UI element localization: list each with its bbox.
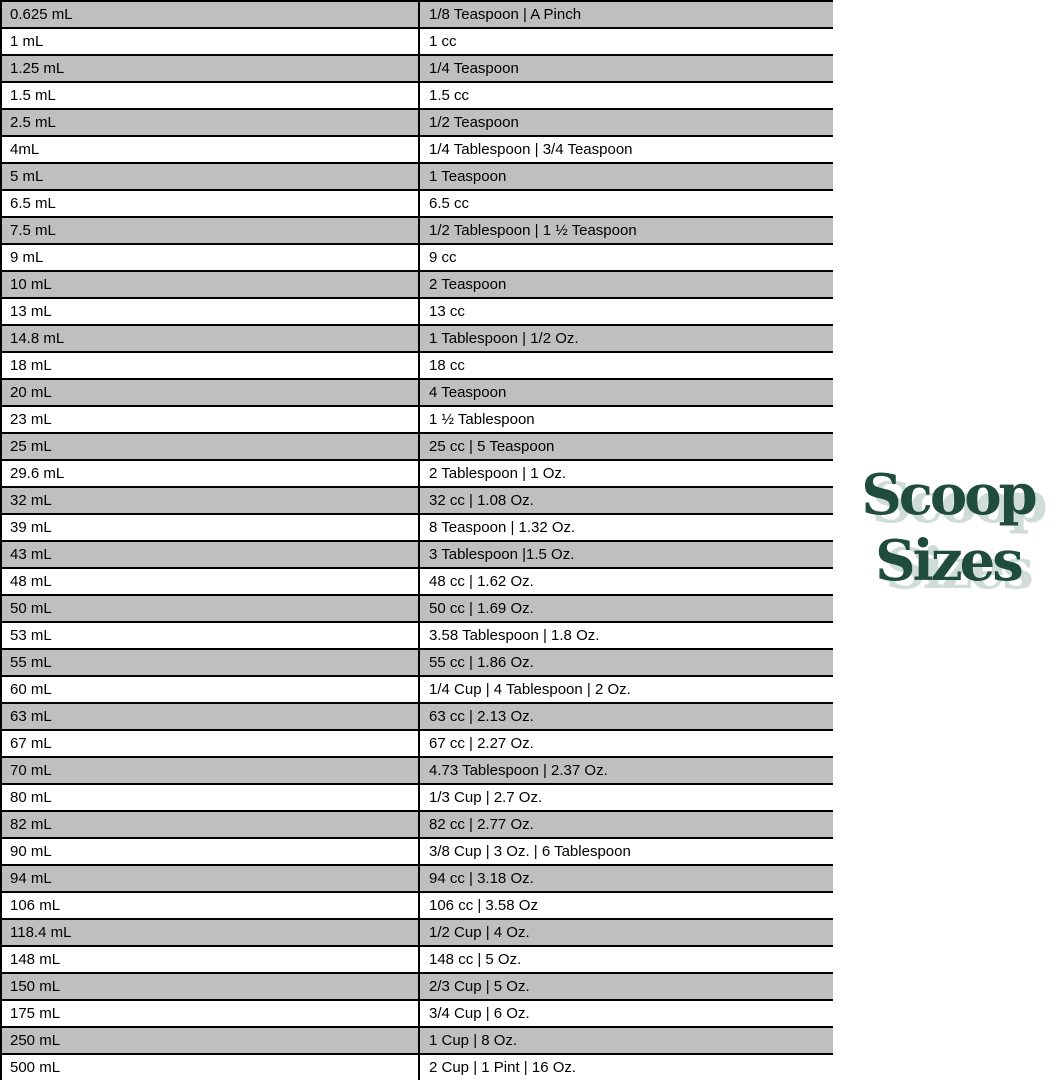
table-row (2, 758, 833, 785)
table-row (2, 515, 833, 542)
conversion-cell: 1/4 Teaspoon (418, 56, 833, 81)
ml-cell: 25 mL (10, 438, 52, 455)
ml-cell: 148 mL (10, 951, 61, 968)
table-row (2, 839, 833, 866)
conversion-cell: 2/3 Cup | 5 Oz. (418, 974, 833, 999)
conversion-cell: 6.5 cc (418, 191, 833, 216)
conversion-cell: 63 cc | 2.13 Oz. (418, 704, 833, 729)
conversion-cell: 67 cc | 2.27 Oz. (418, 731, 833, 756)
ml-cell: 250 mL (10, 1032, 61, 1049)
conversion-cell: 4 Teaspoon (418, 380, 833, 405)
table-row (2, 596, 833, 623)
scoop-sizes-logo (833, 462, 1063, 594)
ml-cell: 50 mL (10, 600, 52, 617)
table-row (2, 812, 833, 839)
ml-cell: 2.5 mL (10, 114, 56, 131)
ml-cell: 23 mL (10, 411, 52, 428)
ml-cell: 90 mL (10, 843, 52, 860)
table-row (2, 947, 833, 974)
conversion-cell: 9 cc (418, 245, 833, 270)
conversion-cell: 2 Teaspoon (418, 272, 833, 297)
ml-cell: 150 mL (10, 978, 61, 995)
table-row (2, 1001, 833, 1028)
table-row (2, 542, 833, 569)
table-row (2, 1055, 833, 1080)
table-row (2, 731, 833, 758)
table-row (2, 1028, 833, 1055)
ml-cell: 118.4 mL (10, 924, 72, 941)
conversion-cell: 148 cc | 5 Oz. (418, 947, 833, 972)
conversion-cell: 1 Cup | 8 Oz. (418, 1028, 833, 1053)
table-row (2, 29, 833, 56)
ml-cell: 4mL (10, 141, 40, 158)
ml-cell: 80 mL (10, 789, 52, 806)
table-row (2, 920, 833, 947)
conversion-cell: 4.73 Tablespoon | 2.37 Oz. (418, 758, 833, 783)
table-row (2, 866, 833, 893)
ml-cell: 48 mL (10, 573, 52, 590)
table-row (2, 488, 833, 515)
ml-cell: 60 mL (10, 681, 52, 698)
conversion-cell: 48 cc | 1.62 Oz. (418, 569, 833, 594)
conversion-cell: 3/4 Cup | 6 Oz. (418, 1001, 833, 1026)
conversion-cell: 3/8 Cup | 3 Oz. | 6 Tablespoon (418, 839, 833, 864)
table-row (2, 569, 833, 596)
conversion-cell: 13 cc (418, 299, 833, 324)
conversion-cell: 18 cc (418, 353, 833, 378)
ml-cell: 20 mL (10, 384, 52, 401)
ml-cell: 32 mL (10, 492, 52, 509)
ml-cell: 43 mL (10, 546, 52, 563)
ml-cell: 1.25 mL (10, 60, 65, 77)
table-row (2, 83, 833, 110)
ml-cell: 94 mL (10, 870, 52, 887)
conversion-cell: 1 cc (418, 29, 833, 54)
conversion-cell: 50 cc | 1.69 Oz. (418, 596, 833, 621)
ml-cell: 6.5 mL (10, 195, 56, 212)
table-row (2, 326, 833, 353)
conversion-cell: 1/2 Cup | 4 Oz. (418, 920, 833, 945)
table-row (2, 56, 833, 83)
ml-cell: 7.5 mL (10, 222, 56, 239)
conversion-cell: 1 Teaspoon (418, 164, 833, 189)
conversion-cell: 1/2 Tablespoon | 1 ½ Teaspoon (418, 218, 833, 243)
table-row (2, 434, 833, 461)
ml-cell: 82 mL (10, 816, 52, 833)
ml-cell: 0.625 mL (10, 6, 73, 23)
conversion-cell: 3.58 Tablespoon | 1.8 Oz. (418, 623, 833, 648)
table-row (2, 677, 833, 704)
ml-cell: 9 mL (10, 249, 44, 266)
ml-cell: 39 mL (10, 519, 52, 536)
conversion-cell: 94 cc | 3.18 Oz. (418, 866, 833, 891)
logo-line-1: Scoop (861, 462, 1035, 528)
conversion-cell: 1/4 Cup | 4 Tablespoon | 2 Oz. (418, 677, 833, 702)
ml-cell: 1 mL (10, 33, 44, 50)
ml-cell: 67 mL (10, 735, 52, 752)
ml-cell: 14.8 mL (10, 330, 65, 347)
table-row (2, 164, 833, 191)
table-row (2, 623, 833, 650)
conversion-cell: 82 cc | 2.77 Oz. (418, 812, 833, 837)
table-row (2, 191, 833, 218)
table-row (2, 785, 833, 812)
conversion-cell: 1/8 Teaspoon | A Pinch (418, 2, 833, 27)
table-row (2, 245, 833, 272)
table-row (2, 2, 833, 29)
table-row (2, 218, 833, 245)
conversion-cell: 2 Tablespoon | 1 Oz. (418, 461, 833, 486)
table-row (2, 380, 833, 407)
conversion-cell: 25 cc | 5 Teaspoon (418, 434, 833, 459)
ml-cell: 70 mL (10, 762, 52, 779)
ml-cell: 29.6 mL (10, 465, 65, 482)
ml-cell: 10 mL (10, 276, 52, 293)
conversion-cell: 1 Tablespoon | 1/2 Oz. (418, 326, 833, 351)
ml-cell: 63 mL (10, 708, 52, 725)
ml-cell: 13 mL (10, 303, 52, 320)
ml-cell: 106 mL (10, 897, 61, 914)
table-row (2, 893, 833, 920)
ml-cell: 500 mL (10, 1059, 61, 1076)
table-row (2, 110, 833, 137)
conversion-cell: 1 ½ Tablespoon (418, 407, 833, 432)
conversion-cell: 3 Tablespoon |1.5 Oz. (418, 542, 833, 567)
ml-cell: 5 mL (10, 168, 44, 185)
conversion-cell: 1.5 cc (418, 83, 833, 108)
table-row (2, 461, 833, 488)
table-row (2, 704, 833, 731)
ml-cell: 175 mL (10, 1005, 61, 1022)
logo-line-2: Sizes (875, 528, 1021, 594)
conversion-cell: 32 cc | 1.08 Oz. (418, 488, 833, 513)
table-row (2, 299, 833, 326)
table-row (2, 407, 833, 434)
ml-cell: 18 mL (10, 357, 52, 374)
table-row (2, 353, 833, 380)
conversion-cell: 55 cc | 1.86 Oz. (418, 650, 833, 675)
ml-cell: 55 mL (10, 654, 52, 671)
table-row (2, 137, 833, 164)
conversion-cell: 2 Cup | 1 Pint | 16 Oz. (418, 1055, 833, 1080)
ml-cell: 53 mL (10, 627, 52, 644)
table-row (2, 272, 833, 299)
conversion-cell: 1/3 Cup | 2.7 Oz. (418, 785, 833, 810)
conversion-cell: 1/4 Tablespoon | 3/4 Teaspoon (418, 137, 833, 162)
conversion-cell: 8 Teaspoon | 1.32 Oz. (418, 515, 833, 540)
table-row (2, 974, 833, 1001)
ml-cell: 1.5 mL (10, 87, 56, 104)
conversion-cell: 106 cc | 3.58 Oz (418, 893, 833, 918)
conversion-cell: 1/2 Teaspoon (418, 110, 833, 135)
table-row (2, 650, 833, 677)
